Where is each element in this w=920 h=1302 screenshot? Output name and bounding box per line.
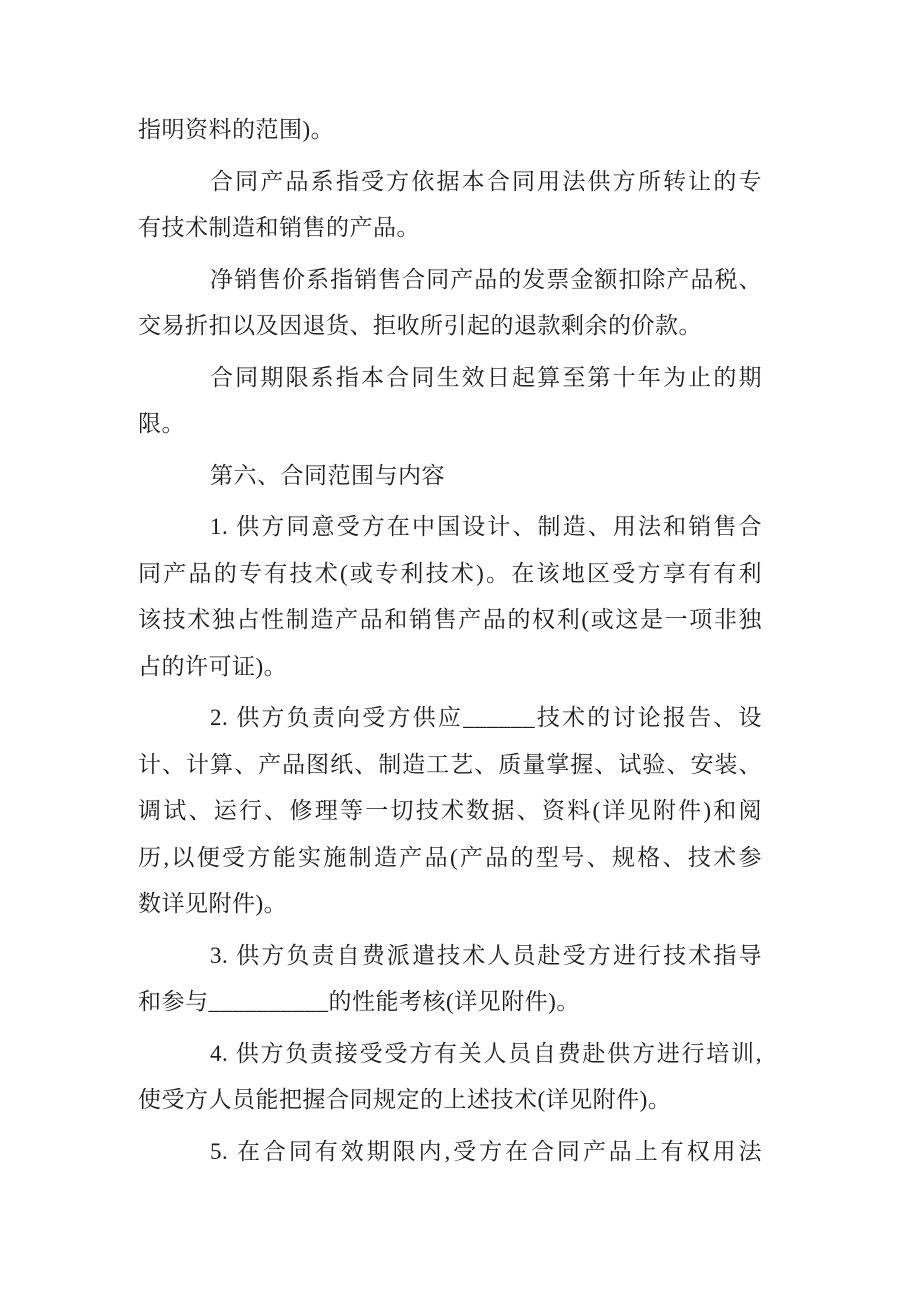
document-line: 1. 供方同意受方在中国设计、制造、用法和销售合 <box>210 514 762 539</box>
document-line: 限。 <box>138 411 185 436</box>
document-line: 交易折扣以及因退货、拒收所引起的退款剩余的价款。 <box>138 313 702 338</box>
document-line: 调试、运行、修理等一切技术数据、资料(详见附件)和阅 <box>138 798 762 823</box>
document-line: 有技术制造和销售的产品。 <box>138 215 420 240</box>
document-line: 2. 供方负责向受方供应______技术的讨论报告、设 <box>210 705 762 730</box>
document-line: 该技术独占性制造产品和销售产品的权利(或这是一项非独 <box>138 607 762 632</box>
document-line: 计、计算、产品图纸、制造工艺、质量掌握、试验、安装、 <box>138 751 762 777</box>
document-line: 使受方人员能把握合同规定的上述技术(详见附件)。 <box>138 1087 672 1112</box>
document-line: 指明资料的范围)。 <box>138 117 335 142</box>
document-line: 和参与__________的性能考核(详见附件)。 <box>138 989 580 1014</box>
document-line: 同产品的专有技术(或专利技术)。在该地区受方享有有利 <box>138 560 762 586</box>
section-heading: 第六、合同范围与内容 <box>210 462 445 488</box>
document-line: 合同期限系指本合同生效日起算至第十年为止的期 <box>210 364 762 390</box>
document-line: 历,以便受方能实施制造产品(产品的型号、规格、技术参 <box>138 844 762 870</box>
document-line: 4. 供方负责接受受方有关人员自费赴供方进行培训, <box>210 1040 762 1066</box>
document-line: 数详见附件)。 <box>138 891 288 916</box>
contract-text-block <box>138 107 762 1175</box>
document-line: 占的许可证)。 <box>138 653 288 679</box>
document-line: 5. 在合同有效期限内,受方在合同产品上有权用法 <box>210 1138 762 1164</box>
document-line: 3. 供方负责自费派遣技术人员赴受方进行技术指导 <box>210 942 762 968</box>
document-line: 合同产品系指受方依据本合同用法供方所转让的专 <box>210 168 762 194</box>
document-line: 净销售价系指销售合同产品的发票金额扣除产品税、 <box>210 266 762 292</box>
